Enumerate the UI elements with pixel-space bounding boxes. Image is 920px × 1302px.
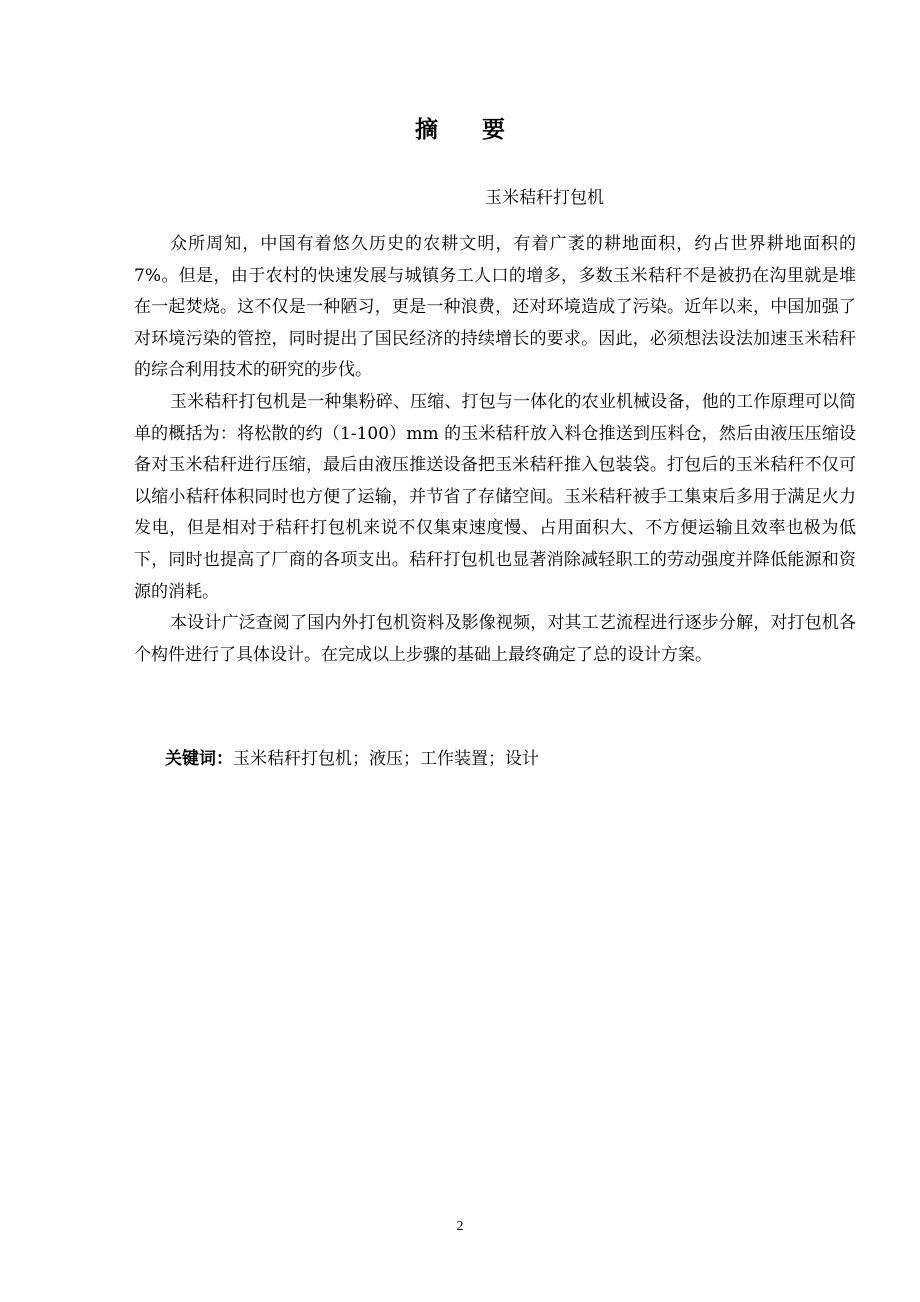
abstract-heading xyxy=(0,114,920,146)
abstract-body xyxy=(134,229,856,671)
keywords-line xyxy=(165,745,539,773)
abstract-paragraph-2: 玉米秸秆打包机是一种集粉碎、压缩、打包与一体化的农业机械设备，他的工作原理可以简单的概括为：将松散的约（1-100）mm 的玉米秸秆放入料仓推送到压料仓，然后由液压压缩设备对玉米秸秆进行压缩，最后由液压推送设备把玉米秸秆推入包装袋。打包后的玉米秸秆不仅可以缩小秸秆体积同时也方便了运输，并节省了存储空间。玉米秸秆被手工集束后多用于满足火力发电，但是相对于秸秆打包机来说不仅集束速度慢、占用面积大、不方便运输且效率也极为低下，同时也提高了厂商的各项支出。秸秆打包机也显著消除减轻职工的劳动强度并降低能源和资源的消耗。 xyxy=(134,391,856,602)
abstract-paragraph-1: 众所周知，中国有着悠久历史的农耕文明，有着广袤的耕地面积，约占世界耕地面积的 7%。但是，由于农村的快速发展与城镇务工人口的增多，多数玉米秸秆不是被扔在沟里就是堆在一起焚烧。这不仅是一种陋习，更是一种浪费，还对环境造成了污染。近年以来，中国加强了对环境污染的管控，同时提出了国民经济的持续增长的要求。因此，必须想法设法加速玉米秸秆的综合利用技术的研究的步伐。 xyxy=(134,234,856,381)
abstract-paragraph-3: 本设计广泛查阅了国内外打包机资料及影像视频，对其工艺流程进行逐步分解，对打包机各个构件进行了具体设计。在完成以上步骤的基础上最终确定了总的设计方案。 xyxy=(134,613,856,665)
keywords-label: 关键词： xyxy=(165,749,233,769)
page-number: 2 xyxy=(456,1219,464,1234)
abstract-heading-part2: 要 xyxy=(482,117,505,143)
abstract-heading-part1: 摘 xyxy=(415,117,438,143)
document-subtitle: 玉米秸秆打包机 xyxy=(485,188,604,208)
keywords-value: 玉米秸秆打包机；液压；工作装置；设计 xyxy=(233,749,539,769)
